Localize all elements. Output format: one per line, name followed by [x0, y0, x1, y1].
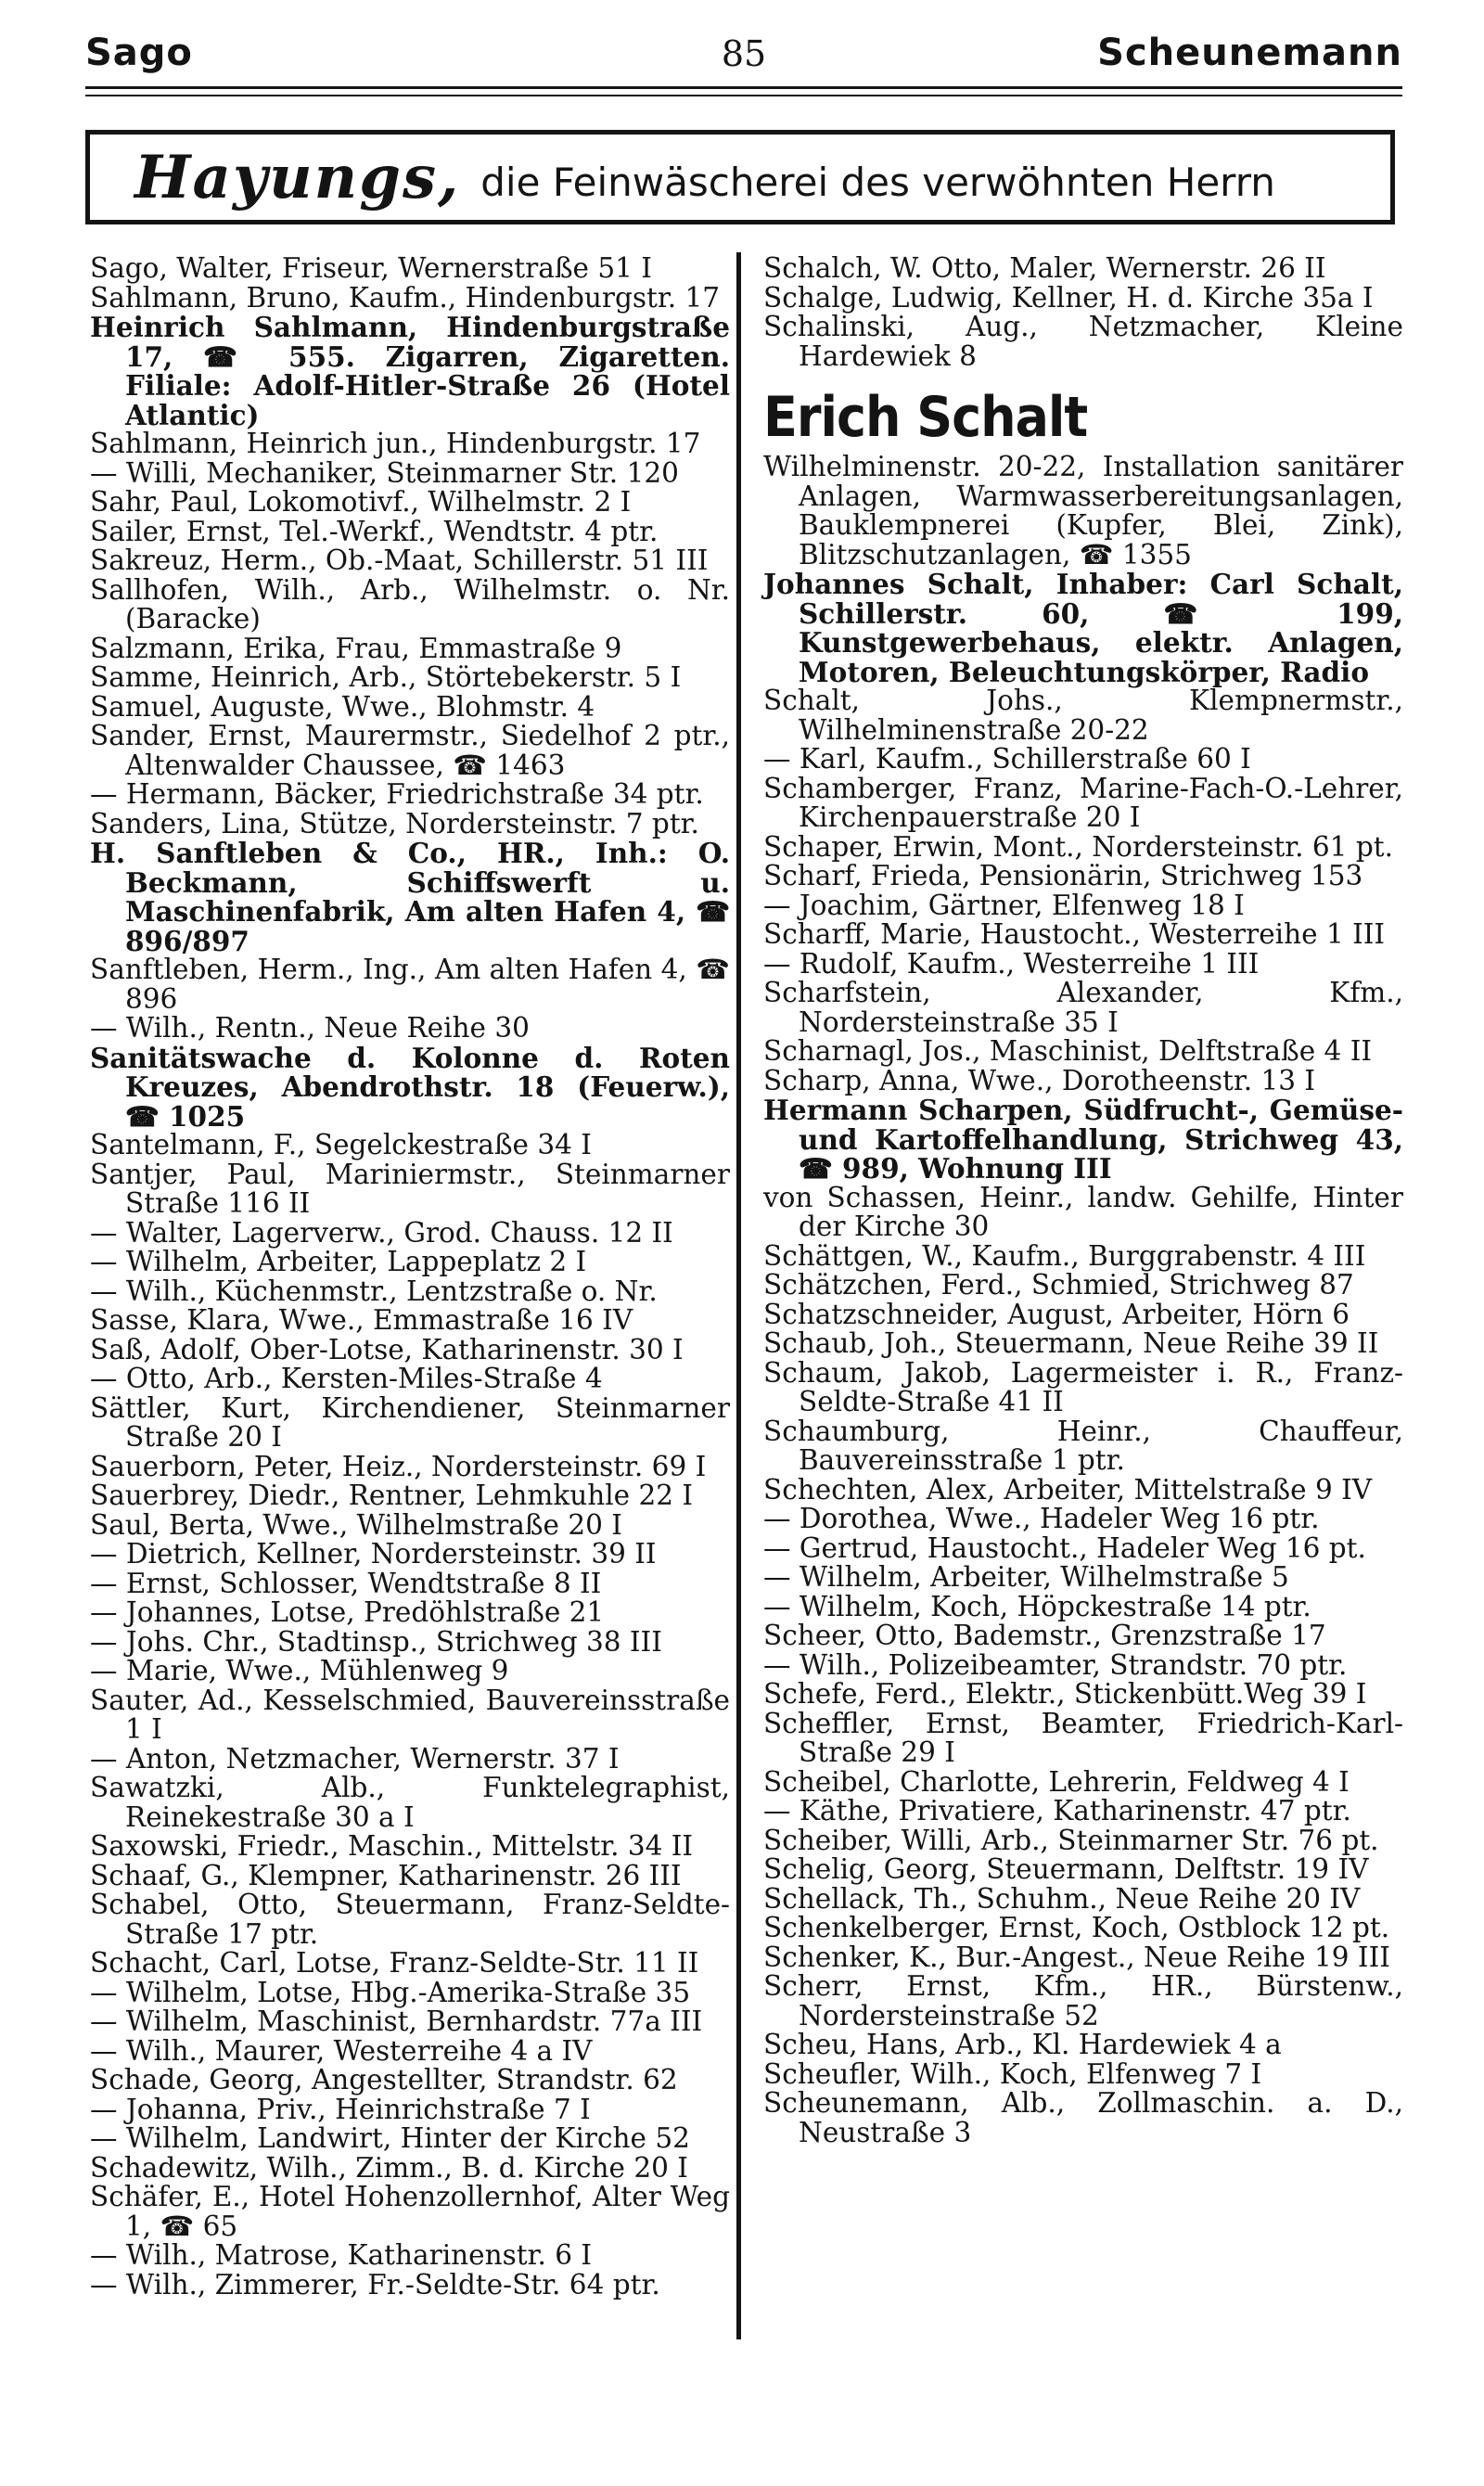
header-last-entry: Scheunemann [1097, 32, 1402, 74]
header-rule-thin [85, 95, 1402, 96]
directory-entry: H. Sanftleben & Co., HR., Inh.: O. Beckmann, Schiffswerft u. Maschinenfabrik, Am alten Hafen 4, ☎ 896/897 [90, 837, 730, 957]
directory-entry: Schaaf, G., Klempner, Katharinenstr. 26 III [90, 1859, 682, 1891]
directory-entry: Sailer, Ernst, Tel.-Werkf., Wendtstr. 4 ptr. [90, 515, 659, 547]
advertisement-banner [85, 130, 1395, 224]
directory-entry: — Wilhelm, Arbeiter, Lappeplatz 2 I [90, 1246, 587, 1277]
directory-entry: — Ernst, Schlosser, Wendtstraße 8 II [90, 1567, 602, 1599]
directory-entry: Johannes Schalt, Inhaber: Carl Schalt, Schillerstr. 60, ☎ 199, Kunstgewerbehaus, elektr. Anlagen, Motoren, Beleuchtungskörper, Radio [763, 568, 1403, 688]
directory-entry: Sauter, Ad., Kesselschmied, Bauvereinsstraße 1 I [90, 1684, 730, 1745]
directory-entry: — Wilh., Rentn., Neue Reihe 30 [90, 1012, 530, 1044]
directory-entry: Scherr, Ernst, Kfm., HR., Bürstenw., Nordersteinstraße 52 [763, 1970, 1403, 2031]
directory-entry: — Johannes, Lotse, Predöhlstraße 21 [90, 1596, 605, 1628]
directory-entry: Samuel, Auguste, Wwe., Blohmstr. 4 [90, 690, 595, 723]
directory-entry: — Wilhelm, Maschinist, Bernhardstr. 77a III [90, 2005, 703, 2037]
directory-entry: — Wilh., Matrose, Katharinenstr. 6 I [90, 2239, 593, 2271]
directory-entry: Sanders, Lina, Stütze, Nordersteinstr. 7 ptr. [90, 807, 699, 839]
directory-entry: — Johanna, Priv., Heinrichstraße 7 I [90, 2093, 591, 2125]
right-column [763, 254, 1403, 2147]
directory-entry: — Johs. Chr., Stadtinsp., Strichweg 38 III [90, 1625, 662, 1658]
directory-entry: Heinrich Sahlmann, Hindenburgstraße 17, ☎ 555. Zigarren, Zigaretten. Filiale: Adolf-Hitler-Straße 26 (Hotel Atlantic) [90, 311, 730, 431]
directory-entry: — Wilh., Zimmerer, Fr.-Seldte-Str. 64 ptr. [90, 2268, 660, 2300]
directory-entry: — Dietrich, Kellner, Nordersteinstr. 39 II [90, 1538, 657, 1570]
directory-entry: Schenkelberger, Ernst, Koch, Ostblock 12 pt. [763, 1912, 1390, 1943]
column-divider [736, 252, 741, 2339]
directory-entry: — Hermann, Bäcker, Friedrichstraße 34 ptr. [90, 778, 704, 810]
directory-entry: Sahlmann, Bruno, Kaufm., Hindenburgstr. 17 [90, 281, 721, 314]
directory-entry: — Gertrud, Haustocht., Hadeler Weg 16 pt. [763, 1531, 1366, 1564]
directory-entry: — Willi, Mechaniker, Steinmarner Str. 120 [90, 456, 679, 489]
directory-entry: — Walter, Lagerverw., Grod. Chauss. 12 II [90, 1216, 673, 1249]
directory-entry: — Wilhelm, Lotse, Hbg.-Amerika-Straße 35 [90, 1976, 691, 2008]
directory-entry: — Otto, Arb., Kersten-Miles-Straße 4 [90, 1363, 603, 1394]
directory-entry: Schamberger, Franz, Marine-Fach-O.-Lehrer, Kirchenpauerstraße 20 I [763, 772, 1403, 833]
directory-entry: Sanftleben, Herm., Ing., Am alten Hafen 4, ☎ 896 [90, 954, 730, 1015]
directory-entry: Schechten, Alex, Arbeiter, Mittelstraße 9 IV [763, 1473, 1373, 1506]
directory-entry: Scheibel, Charlotte, Lehrerin, Feldweg 4 I [763, 1765, 1350, 1798]
advertisement-headline: Erich Schalt [763, 385, 1088, 450]
directory-entry: Schaub, Joh., Steuermann, Neue Reihe 39 II [763, 1327, 1379, 1359]
banner-tagline: die Feinwäscherei des verwöhnten Herrn [480, 159, 1275, 205]
directory-entry: Schaumburg, Heinr., Chauffeur, Bauvereinsstraße 1 ptr. [763, 1415, 1403, 1476]
header-first-entry: Sago [85, 32, 193, 74]
directory-entry: Sander, Ernst, Maurermstr., Siedelhof 2 ptr., Altenwalder Chaussee, ☎ 1463 [90, 720, 730, 781]
directory-entry: Schefe, Ferd., Elektr., Stickenbütt.Weg 39 I [763, 1678, 1367, 1710]
directory-entry: Saul, Berta, Wwe., Wilhelmstraße 20 I [90, 1508, 622, 1541]
directory-entry: Scheunemann, Alb., Zollmaschin. a. D., Neustraße 3 [763, 2087, 1403, 2148]
directory-entry: — Käthe, Privatiere, Katharinenstr. 47 ptr. [763, 1795, 1351, 1826]
directory-entry: Sakreuz, Herm., Ob.-Maat, Schillerstr. 51 III [90, 545, 709, 576]
directory-entry: Sauerbrey, Diedr., Rentner, Lehmkuhle 22 I [90, 1480, 694, 1511]
directory-entry: — Wilh., Küchenmstr., Lentzstraße o. Nr. [90, 1275, 658, 1307]
directory-entry: — Joachim, Gärtner, Elfenweg 18 I [763, 889, 1245, 921]
directory-entry: Schaper, Erwin, Mont., Nordersteinstr. 61 pt. [763, 830, 1393, 863]
page-number: 85 [721, 33, 767, 74]
directory-entry: Schellack, Th., Schuhm., Neue Reihe 20 IV [763, 1882, 1361, 1915]
directory-entry: — Anton, Netzmacher, Wernerstr. 37 I [90, 1742, 620, 1775]
directory-entry: von Schassen, Heinr., landw. Gehilfe, Hinter der Kirche 30 [763, 1181, 1403, 1242]
directory-entry: Sättler, Kurt, Kirchendiener, Steinmarner Straße 20 I [90, 1391, 730, 1453]
directory-entry: Santjer, Paul, Mariniermstr., Steinmarner Straße 116 II [90, 1158, 730, 1219]
directory-entry: Schelig, Georg, Steuermann, Delftstr. 19 IV [763, 1853, 1369, 1885]
directory-entry: Sago, Walter, Friseur, Wernerstraße 51 I [90, 252, 652, 284]
page-header [85, 28, 1402, 80]
directory-entry: Sahr, Paul, Lokomotivf., Wilhelmstr. 2 I [90, 486, 632, 518]
directory-entry: — Dorothea, Wwe., Hadeler Weg 16 ptr. [763, 1503, 1320, 1534]
directory-entry: — Wilhelm, Arbeiter, Wilhelmstraße 5 [763, 1561, 1289, 1593]
directory-entry: Schaum, Jakob, Lagermeister i. R., Franz-Seldte-Straße 41 II [763, 1356, 1403, 1417]
directory-entry: Schättgen, W., Kaufm., Burggrabenstr. 4 III [763, 1239, 1366, 1272]
directory-entry: Sasse, Klara, Wwe., Emmastraße 16 IV [90, 1304, 633, 1336]
directory-entry: Schalge, Ludwig, Kellner, H. d. Kirche 35a I [763, 281, 1374, 314]
directory-entry: Samme, Heinrich, Arb., Störtebekerstr. 5 I [90, 661, 682, 693]
directory-entry: Scheu, Hans, Arb., Kl. Hardewiek 4 a [763, 2029, 1282, 2060]
directory-entry: Schäfer, E., Hotel Hohenzollernhof, Alter Weg 1, ☎ 65 [90, 2181, 730, 2242]
directory-entry: Scheiber, Willi, Arb., Steinmarner Str. 76 pt. [763, 1824, 1379, 1856]
directory-entry: Scheufler, Wilh., Koch, Elfenweg 7 I [763, 2057, 1262, 2090]
directory-entry: Schabel, Otto, Steuermann, Franz-Seldte-Straße 17 ptr. [90, 1889, 730, 1950]
directory-entry: Hermann Scharpen, Südfrucht-, Gemüse- und Kartoffelhandlung, Strichweg 43, ☎ 989, Wohnung III [763, 1094, 1403, 1185]
directory-entry: — Marie, Wwe., Mühlenweg 9 [90, 1655, 509, 1686]
directory-entry: Scheffler, Ernst, Beamter, Friedrich-Karl-Straße 29 I [763, 1707, 1403, 1768]
directory-entry: Schalt, Johs., Klempnermstr., Wilhelminenstraße 20-22 [763, 685, 1403, 746]
directory-entry: Sauerborn, Peter, Heiz., Nordersteinstr. 69 I [90, 1450, 707, 1482]
directory-entry: Schatzschneider, August, Arbeiter, Hörn 6 [763, 1298, 1350, 1330]
directory-entry: — Karl, Kaufm., Schillerstraße 60 I [763, 743, 1251, 775]
header-rule-thick [85, 86, 1402, 89]
left-column [90, 254, 730, 2300]
directory-entry: Schätzchen, Ferd., Schmied, Strichweg 87 [763, 1269, 1354, 1301]
directory-entry: Saxowski, Friedr., Maschin., Mittelstr. 34 II [90, 1830, 694, 1862]
directory-entry: Scheer, Otto, Bademstr., Grenzstraße 17 [763, 1620, 1326, 1651]
directory-entry: Schadewitz, Wilh., Zimm., B. d. Kirche 20 I [90, 2151, 688, 2184]
directory-entry: Scharf, Frieda, Pensionärin, Strichweg 153 [763, 860, 1363, 891]
directory-entry: Schalch, W. Otto, Maler, Wernerstr. 26 II [763, 252, 1326, 284]
directory-entry: Sallhofen, Wilh., Arb., Wilhelmstr. o. Nr. (Baracke) [90, 573, 730, 634]
directory-entry: Wilhelminenstr. 20-22, Installation sanitärer Anlagen, Warmwasserbereitungsanlagen, Bauklempnerei (Kupfer, Blei, Zink), Blitzschutzanlagen, ☎ 1355 [763, 451, 1403, 570]
directory-entry: Salzmann, Erika, Frau, Emmastraße 9 [90, 632, 622, 664]
directory-entry: Schenker, K., Bur.-Angest., Neue Reihe 19 III [763, 1941, 1390, 1973]
banner-brand: Hayungs, [134, 142, 461, 212]
directory-entry: — Rudolf, Kaufm., Westerreihe 1 III [763, 947, 1260, 980]
directory-entry: Scharp, Anna, Wwe., Dorotheenstr. 13 I [763, 1064, 1316, 1096]
directory-entry: Scharff, Marie, Haustocht., Westerreihe 1 III [763, 918, 1386, 950]
directory-entry: Sawatzki, Alb., Funktelegraphist, Reinekestraße 30 a I [90, 1772, 730, 1833]
directory-entry: Sahlmann, Heinrich jun., Hindenburgstr. 17 [90, 428, 701, 459]
directory-entry: Scharfstein, Alexander, Kfm., Nordersteinstraße 35 I [763, 977, 1403, 1038]
directory-entry: Santelmann, F., Segelckestraße 34 I [90, 1129, 592, 1160]
directory-entry: — Wilh., Polizeibeamter, Strandstr. 70 ptr. [763, 1648, 1348, 1681]
directory-entry: Sanitätswache d. Kolonne d. Roten Kreuzes, Abendrothstr. 18 (Feuerw.), ☎ 1025 [90, 1041, 730, 1133]
directory-entry: Saß, Adolf, Ober-Lotse, Katharinenstr. 30 I [90, 1333, 684, 1365]
directory-entry: Schalinski, Aug., Netzmacher, Kleine Hardewiek 8 [763, 311, 1403, 372]
directory-entry: — Wilh., Maurer, Westerreihe 4 a IV [90, 2034, 593, 2067]
directory-entry: — Wilhelm, Landwirt, Hinter der Kirche 52 [90, 2122, 690, 2154]
directory-entry: Schacht, Carl, Lotse, Franz-Seldte-Str. 11 II [90, 1947, 699, 1979]
directory-entry: Schade, Georg, Angestellter, Strandstr. 62 [90, 2064, 678, 2095]
directory-entry: — Wilhelm, Koch, Höpckestraße 14 ptr. [763, 1590, 1311, 1622]
directory-entry: Scharnagl, Jos., Maschinist, Delftstraße 4 II [763, 1035, 1373, 1067]
